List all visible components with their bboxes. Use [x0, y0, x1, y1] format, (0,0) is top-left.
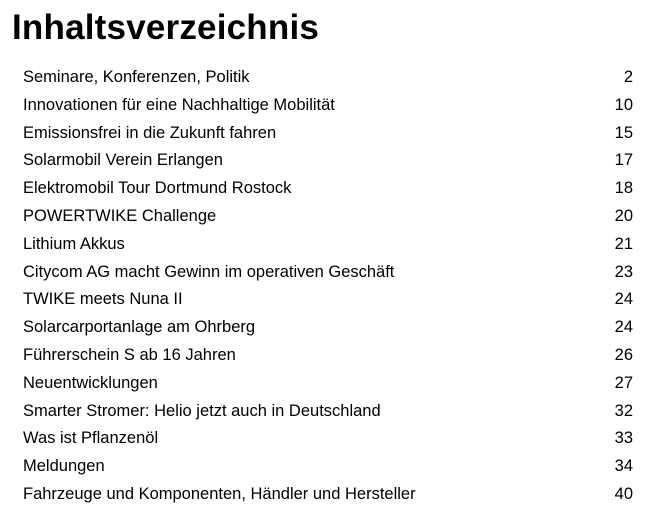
- toc-entry[interactable]: [23, 370, 633, 398]
- toc-entry[interactable]: [23, 342, 633, 370]
- toc-entry-title: Solarmobil Verein Erlangen: [23, 151, 223, 170]
- toc-entry-title: Meldungen: [23, 457, 105, 476]
- toc-entry-title: POWERTWIKE Challenge: [23, 206, 217, 225]
- page-title: Inhaltsverzeichnis: [12, 8, 320, 47]
- toc-entry-page-number: 40: [614, 484, 633, 503]
- toc-entry-page-number: 21: [614, 234, 633, 253]
- toc-entry-title: Führerschein S ab 16 Jahren: [23, 345, 236, 364]
- toc-entry[interactable]: [23, 231, 633, 259]
- toc-entry[interactable]: [23, 203, 633, 231]
- toc-entry-title: Innovationen für eine Nachhaltige Mobilität: [23, 95, 335, 114]
- toc-entry[interactable]: [23, 92, 633, 120]
- toc-entry-page-number: 34: [614, 457, 633, 476]
- toc-entry-title: Citycom AG macht Gewinn im operativen Geschäft: [23, 262, 395, 281]
- toc-entry-title: Was ist Pflanzenöl: [23, 429, 159, 448]
- toc-entry[interactable]: [23, 453, 633, 481]
- toc-entry-title: Lithium Akkus: [23, 234, 125, 253]
- toc-entry[interactable]: [23, 398, 633, 426]
- toc-entry-page-number: 24: [614, 290, 633, 309]
- toc-entry[interactable]: [23, 120, 633, 148]
- toc-entry-title: Neuentwicklungen: [23, 373, 158, 392]
- toc-entry-page-number: 23: [614, 262, 633, 281]
- toc-entry-title: TWIKE meets Nuna II: [23, 290, 183, 309]
- toc-entry-page-number: 17: [614, 151, 633, 170]
- toc-entry-page-number: 33: [614, 429, 633, 448]
- toc-entry-page-number: 32: [614, 401, 633, 420]
- toc-entry-page-number: 18: [614, 179, 633, 198]
- toc-entry-title: Fahrzeuge und Komponenten, Händler und Hersteller: [23, 484, 416, 503]
- toc-entry-title: Seminare, Konferenzen, Politik: [23, 68, 250, 86]
- toc-entry[interactable]: [23, 64, 633, 92]
- toc-entry[interactable]: [23, 481, 633, 509]
- toc-entry-page-number: 20: [614, 206, 633, 225]
- toc-entry-title: Smarter Stromer: Helio jetzt auch in Deutschland: [23, 401, 381, 420]
- toc-entry-title: Elektromobil Tour Dortmund Rostock: [23, 179, 292, 198]
- toc-entry[interactable]: [23, 147, 633, 175]
- toc-entry[interactable]: [23, 259, 633, 287]
- table-of-contents: [23, 64, 633, 509]
- toc-entry-page-number: 10: [614, 95, 633, 114]
- toc-entry-page-number: 27: [614, 373, 633, 392]
- toc-entry[interactable]: [23, 286, 633, 314]
- toc-entry-page-number: 2: [623, 68, 633, 86]
- toc-entry-title: Emissionsfrei in die Zukunft fahren: [23, 123, 277, 142]
- toc-entry[interactable]: [23, 175, 633, 203]
- toc-entry-page-number: 15: [614, 123, 633, 142]
- toc-entry-title: Solarcarportanlage am Ohrberg: [23, 318, 256, 337]
- toc-entry[interactable]: [23, 314, 633, 342]
- toc-entry[interactable]: [23, 425, 633, 453]
- toc-entry-page-number: 26: [614, 345, 633, 364]
- toc-entry-page-number: 24: [614, 318, 633, 337]
